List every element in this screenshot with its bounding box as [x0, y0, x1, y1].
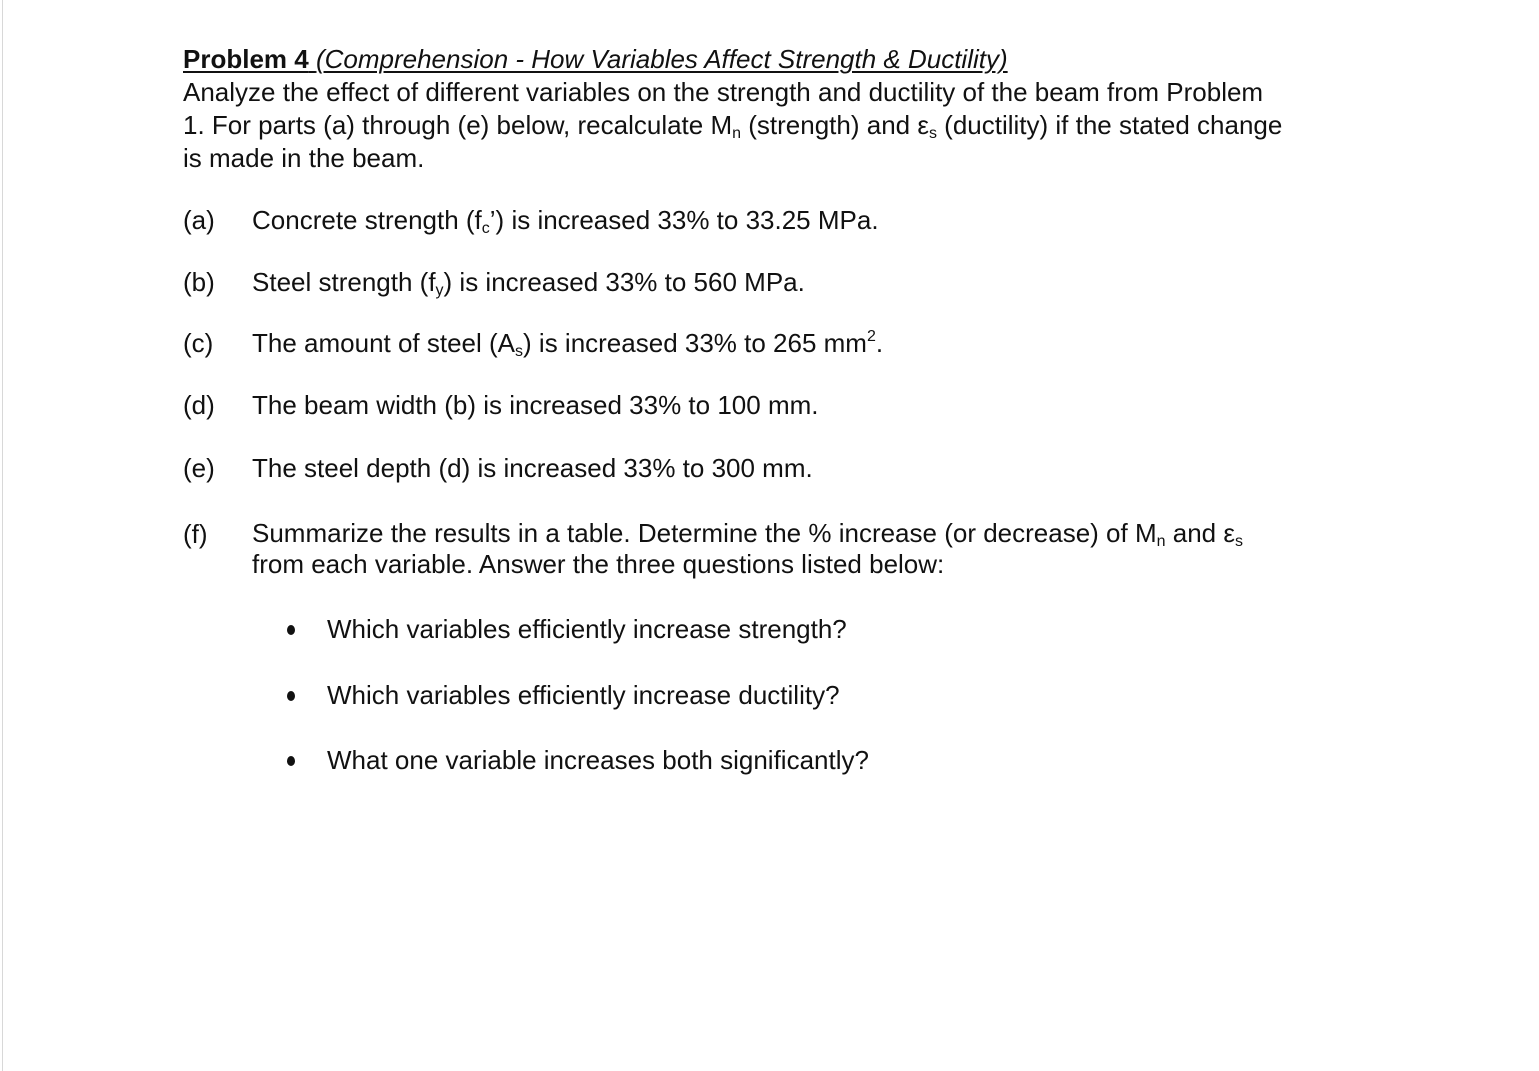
- question-text: Which variables efficiently increase ductility?: [327, 680, 840, 710]
- part-text: The steel depth (d) is increased 33% to 300 mm.: [252, 453, 813, 483]
- subscript-n: n: [1156, 533, 1166, 550]
- intro-line-2c: (ductility) if the stated change: [936, 110, 1283, 140]
- bullet-icon: [287, 625, 295, 635]
- subscript-y: y: [435, 282, 444, 299]
- superscript-2: 2: [866, 328, 876, 345]
- problem-heading: [183, 43, 1383, 76]
- part-f-line1a: Summarize the results in a table. Determine the % increase (or decrease) of M: [252, 518, 1157, 548]
- subscript-s: s: [515, 343, 524, 360]
- intro-line-2b: (strength) and ε: [741, 110, 929, 140]
- part-label: (e): [183, 453, 215, 483]
- question-text: Which variables efficiently increase strength?: [327, 614, 847, 644]
- part-c-mid: ) is increased 33% to 265 mm: [523, 328, 867, 358]
- subscript-n: n: [732, 125, 742, 142]
- part-label: (a): [183, 205, 215, 235]
- part-f-line2: from each variable. Answer the three questions listed below:: [252, 549, 945, 579]
- intro-line-3: is made in the beam.: [183, 143, 425, 173]
- document-page: [2, 0, 1538, 1071]
- part-label: (d): [183, 390, 215, 420]
- subscript-c: c: [481, 220, 490, 237]
- problem-subtitle: (Comprehension - How Variables Affect Strength & Ductility): [315, 44, 1008, 74]
- part-label: (c): [183, 328, 214, 358]
- part-text: [252, 266, 1332, 299]
- part-label: (b): [183, 267, 215, 297]
- subscript-s: s: [928, 125, 937, 142]
- part-c-post: .: [875, 328, 884, 358]
- part-text: [252, 204, 1332, 237]
- bullet-icon: [287, 691, 295, 701]
- intro-line-1: Analyze the effect of different variables on the strength and ductility of the beam from Problem: [183, 77, 1264, 107]
- question-text: What one variable increases both significantly?: [327, 745, 869, 775]
- intro-line-2a: 1. For parts (a) through (e) below, recalculate M: [183, 110, 733, 140]
- part-b-post: ) is increased 33% to 560 MPa.: [443, 267, 805, 297]
- part-c-pre: The amount of steel (A: [252, 328, 516, 358]
- part-a-post: ’) is increased 33% to 33.25 MPa.: [489, 205, 879, 235]
- part-a-pre: Concrete strength (f: [252, 205, 482, 235]
- subscript-s: s: [1234, 533, 1243, 550]
- part-b-pre: Steel strength (f: [252, 267, 436, 297]
- part-text: [252, 327, 1332, 360]
- bullet-icon: [287, 756, 295, 766]
- part-f-line1b: and ε: [1165, 518, 1235, 548]
- problem-number: Problem 4: [183, 44, 309, 74]
- problem-intro: [183, 76, 1363, 175]
- part-text: The beam width (b) is increased 33% to 100 mm.: [252, 390, 819, 420]
- part-label: (f): [183, 519, 208, 549]
- part-text: [252, 518, 1332, 580]
